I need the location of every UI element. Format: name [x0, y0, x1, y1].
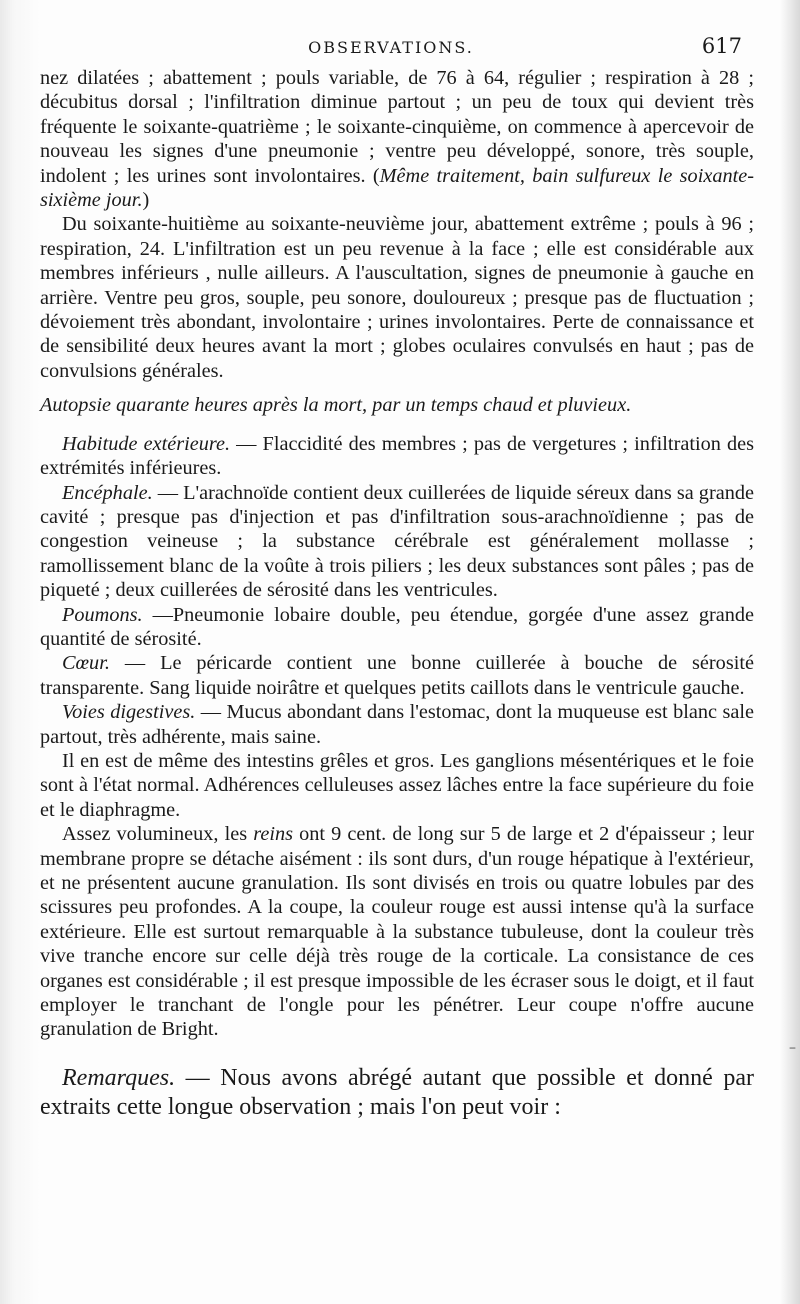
- margin-mark: –: [789, 1040, 796, 1056]
- emphasis-reins: reins: [253, 823, 294, 846]
- section-voies-digestives: [40, 700, 754, 749]
- paragraph-intestins: Il en est de même des intestins grêles et gros. Les ganglions mésentériques et le foie sont à l'état normal. Adhérences celluleuses assez lâches entre la face supérieure du foie et le diaphragme.: [40, 749, 754, 821]
- paragraph-reins: [40, 822, 754, 1042]
- section-encephale: [40, 481, 754, 603]
- section-text: — Mucus abondant dans l'estomac, dont la muqueuse est blanc sale partout, très adhérente, mais saine.: [40, 701, 754, 748]
- paragraph-text: Assez volumineux, les: [62, 823, 254, 846]
- section-label: Encéphale.: [62, 481, 153, 504]
- autopsy-heading: Autopsie quarante heures après la mort, par un temps chaud et pluvieux.: [40, 394, 632, 417]
- section-label: Remarques.: [62, 1064, 176, 1091]
- body-text: [40, 66, 754, 1122]
- paragraph-text: nez dilatées ; abattement ; pouls variable, de 76 à 64, régulier ; respiration à 28 ; décubitus dorsal ; l'infiltration diminue partout ; un peu de toux qui devient très fréquente le soixante-quatrième ; le soixante-cinquième, on commence à apercevoir de nouveau les signes d'une pneumonie ; ventre peu développé, sonore, très souple, indolent ; les urines sont involontaires. (: [40, 67, 754, 187]
- running-head: OBSERVATIONS.: [308, 38, 474, 57]
- paragraph-final-days: Du soixante-huitième au soixante-neuvième jour, abattement extrême ; pouls à 96 ; respiration, 24. L'infiltration est un peu revenue à la face ; elle est considérable aux membres inférieurs , nulle ailleurs. A l'auscultation, signes de pneumonie à gauche en arrière. Ventre peu gros, souple, peu sonore, douloureux ; presque pas de fluctuation ; dévoiement très abondant, involontaire ; urines involontaires. Perte de connaissance et de sensibilité deux heures avant la mort ; globes oculaires convulsés en haut ; pas de convulsions générales.: [40, 213, 754, 382]
- section-text: — Flaccidité des membres ; pas de vergetures ; infiltration des extrémités inférieures.: [40, 432, 754, 480]
- section-text: — Nous avons abrégé autant que possible et donné par extraits cette longue observation ; mais l'on peut voir :: [40, 1064, 754, 1120]
- section-label: Habitude extérieure.: [62, 432, 231, 455]
- treatment-note: Même traitement, bain sulfureux le soixante-sixième jour.: [40, 164, 754, 212]
- section-text: — L'arachnoïde contient deux cuillerées de liquide séreux dans sa grande cavité ; presque pas d'injection et pas d'infiltration sous-arachnoïdienne ; pas de congestion veineuse ; la substance cérébrale est généralement mollasse ; ramollissement blanc de la voûte à trois piliers ; les deux substances sont pâles ; pas de piqueté ; deux cuillerées de sérosité dans les ventricules.: [40, 481, 754, 602]
- section-label: Poumons.: [62, 603, 143, 626]
- section-text: — Le péricarde contient une bonne cuillerée à bouche de sérosité transparente. Sang liquide noirâtre et quelques petits caillots dans le ventricule gauche.: [40, 652, 754, 699]
- page-header: [40, 34, 742, 66]
- section-label: Cœur.: [62, 652, 110, 675]
- paragraph-continuation: [40, 66, 754, 212]
- page-number: 617: [701, 34, 742, 58]
- section-habitude: [40, 432, 754, 481]
- paragraph-remarques: [40, 1064, 754, 1122]
- section-coeur: [40, 651, 754, 700]
- section-label: Voies digestives.: [62, 701, 196, 724]
- section-poumons: [40, 603, 754, 652]
- paragraph-text: ont 9 cent. de long sur 5 de large et 2 d'épaisseur ; leur membrane propre se détache aisément : ils sont durs, d'un rouge hépatique à l'extérieur, et ne présentent aucune granulation. Ils sont divisés en trois ou quatre lobules par des scissures peu profondes. A la coupe, la couleur rouge est aussi intense qu'à la surface extérieure. Elle est surtout remarquable à la substance tubuleuse, dont la couleur très vive tranche encore sur celle déjà très rouge de la corticale. La consistance de ces organes est considérable ; il est presque impossible de les écraser sous le doigt, et il faut employer le tranchant de l'ongle pour les pénétrer. Leur coupe n'offre aucune granulation de Bright.: [40, 823, 754, 1041]
- closing-paren: ): [142, 189, 150, 212]
- section-text: —Pneumonie lobaire double, peu étendue, gorgée d'une assez grande quantité de sérosité.: [40, 603, 754, 650]
